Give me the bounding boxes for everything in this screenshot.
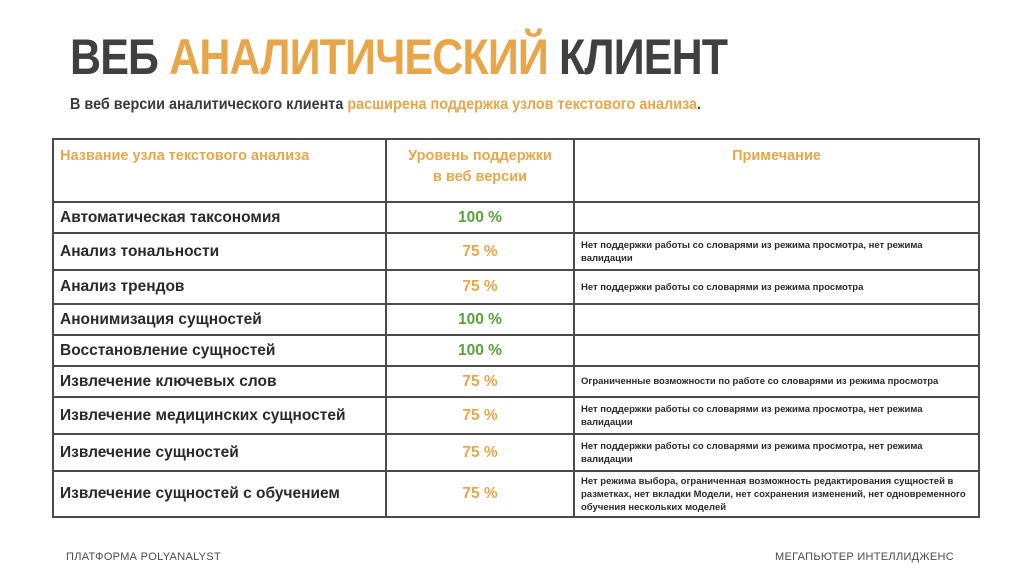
header-level-line1: Уровень поддержки — [408, 148, 552, 164]
row-name: Анализ тональности — [53, 233, 386, 270]
row-note: Нет режима выбора, ограниченная возможность редактирования сущностей в разметках, нет вкладки Модели, нет сохранения изменений, нет одновременного обучения нескольких моделей — [574, 471, 979, 517]
row-name: Извлечение медицинских сущностей — [53, 397, 386, 434]
header-level — [386, 139, 574, 202]
row-level: 75 % — [386, 366, 574, 397]
table-row — [53, 270, 979, 304]
row-level: 75 % — [386, 270, 574, 304]
row-note: Ограниченные возможности по работе со словарями из режима просмотра — [574, 366, 979, 397]
row-level: 75 % — [386, 233, 574, 270]
row-name: Анализ трендов — [53, 270, 386, 304]
table-row — [53, 202, 979, 233]
table-row — [53, 304, 979, 335]
row-note: Нет поддержки работы со словарями из режима просмотра — [574, 270, 979, 304]
header-name: Название узла текстового анализа — [53, 139, 386, 202]
subtitle-accent: расширена поддержка узлов текстового анализа — [347, 96, 698, 113]
row-note — [574, 304, 979, 335]
table-header-row — [53, 139, 979, 202]
row-level: 75 % — [386, 434, 574, 471]
row-level: 75 % — [386, 397, 574, 434]
row-note: Нет поддержки работы со словарями из режима просмотра, нет режима валидации — [574, 233, 979, 270]
subtitle-part2: . — [697, 96, 702, 113]
table-row — [53, 233, 979, 270]
row-level: 75 % — [386, 471, 574, 517]
table-row — [53, 471, 979, 517]
support-table — [52, 138, 980, 518]
row-level: 100 % — [386, 335, 574, 366]
row-note: Нет поддержки работы со словарями из режима просмотра, нет режима валидации — [574, 397, 979, 434]
footer-company: МЕГАПЬЮТЕР ИНТЕЛЛИДЖЕНС — [775, 551, 954, 563]
table-row — [53, 434, 979, 471]
header-level-line2: в веб версии — [432, 169, 528, 185]
table-row — [53, 335, 979, 366]
table-row — [53, 366, 979, 397]
row-note — [574, 202, 979, 233]
row-name: Анонимизация сущностей — [53, 304, 386, 335]
page-title — [70, 26, 727, 88]
subtitle — [70, 96, 701, 114]
title-part1: ВЕБ — [70, 29, 170, 85]
row-note — [574, 335, 979, 366]
row-name: Извлечение ключевых слов — [53, 366, 386, 397]
row-name: Извлечение сущностей — [53, 434, 386, 471]
row-level: 100 % — [386, 304, 574, 335]
row-note: Нет поддержки работы со словарями из режима просмотра, нет режима валидации — [574, 434, 979, 471]
row-name: Извлечение сущностей с обучением — [53, 471, 386, 517]
row-name: Автоматическая таксономия — [53, 202, 386, 233]
footer-platform: ПЛАТФОРМА POLYANALYST — [66, 551, 221, 563]
title-part2: КЛИЕНТ — [547, 29, 728, 85]
header-note: Примечание — [574, 139, 979, 202]
table-row — [53, 397, 979, 434]
row-level: 100 % — [386, 202, 574, 233]
row-name: Восстановление сущностей — [53, 335, 386, 366]
subtitle-part1: В веб версии аналитического клиента — [70, 96, 348, 113]
title-accent: АНАЛИТИЧЕСКИЙ — [169, 29, 548, 85]
